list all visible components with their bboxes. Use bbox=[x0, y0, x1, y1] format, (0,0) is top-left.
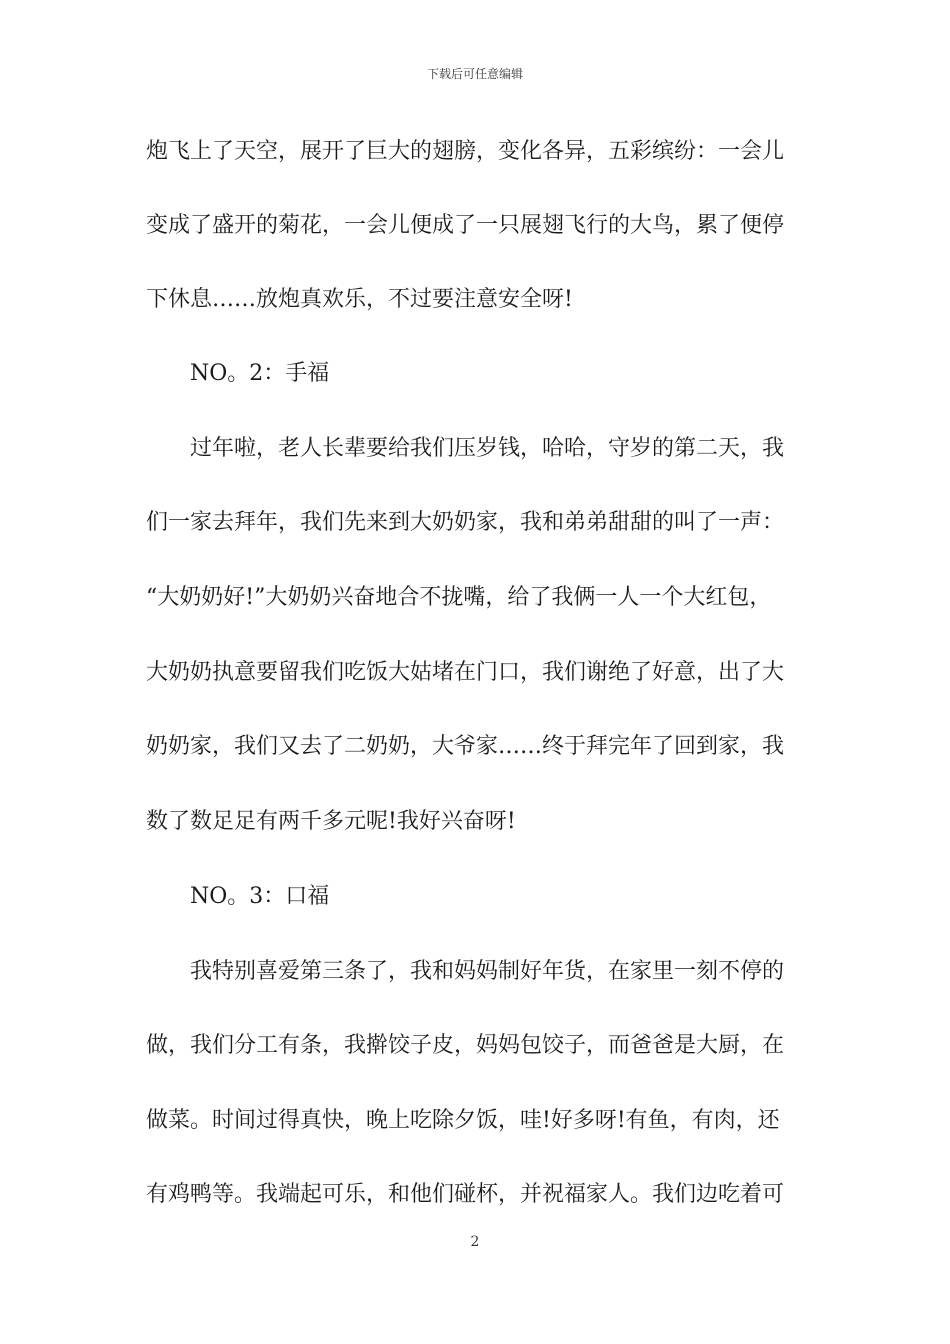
body-line: 做菜。时间过得真快，晚上吃除夕饭，哇!好多呀!有鱼，有肉，还 bbox=[146, 1108, 780, 1133]
page-number: 2 bbox=[470, 1234, 480, 1250]
section-heading: NO。2：手福 bbox=[190, 361, 330, 386]
body-line: 大奶奶执意要留我们吃饭大姑堵在门口，我们谢绝了好意，出了大 bbox=[146, 660, 785, 685]
body-line: 下休息……放炮真欢乐，不过要注意安全呀! bbox=[146, 287, 573, 312]
body-line: 奶奶家，我们又去了二奶奶，大爷家……终于拜完年了回到家，我 bbox=[146, 734, 785, 759]
body-line: 做，我们分工有条，我擀饺子皮，妈妈包饺子，而爸爸是大厨，在 bbox=[146, 1033, 785, 1058]
section-heading: NO。3：口福 bbox=[190, 884, 330, 909]
body-line: 过年啦，老人长辈要给我们压岁钱，哈哈，守岁的第二天，我 bbox=[190, 436, 785, 461]
body-line: 炮飞上了天空，展开了巨大的翅膀，变化各异，五彩缤纷：一会儿 bbox=[146, 139, 785, 164]
page-header: 下载后可任意编辑 bbox=[426, 67, 523, 81]
body-line: 们一家去拜年，我们先来到大奶奶家，我和弟弟甜甜的叫了一声： bbox=[146, 510, 785, 535]
body-line: 有鸡鸭等。我端起可乐，和他们碰杯，并祝福家人。我们边吃着可 bbox=[146, 1182, 785, 1207]
body-line: 变成了盛开的菊花，一会儿便成了一只展翅飞行的大鸟，累了便停 bbox=[146, 213, 785, 238]
body-line: “大奶奶好!”大奶奶兴奋地合不拢嘴，给了我俩一人一个大红包， bbox=[146, 585, 772, 610]
body-line: 数了数足足有两千多元呢!我好兴奋呀! bbox=[146, 809, 516, 834]
body-line: 我特别喜爱第三条了，我和妈妈制好年货，在家里一刻不停的 bbox=[190, 959, 785, 984]
